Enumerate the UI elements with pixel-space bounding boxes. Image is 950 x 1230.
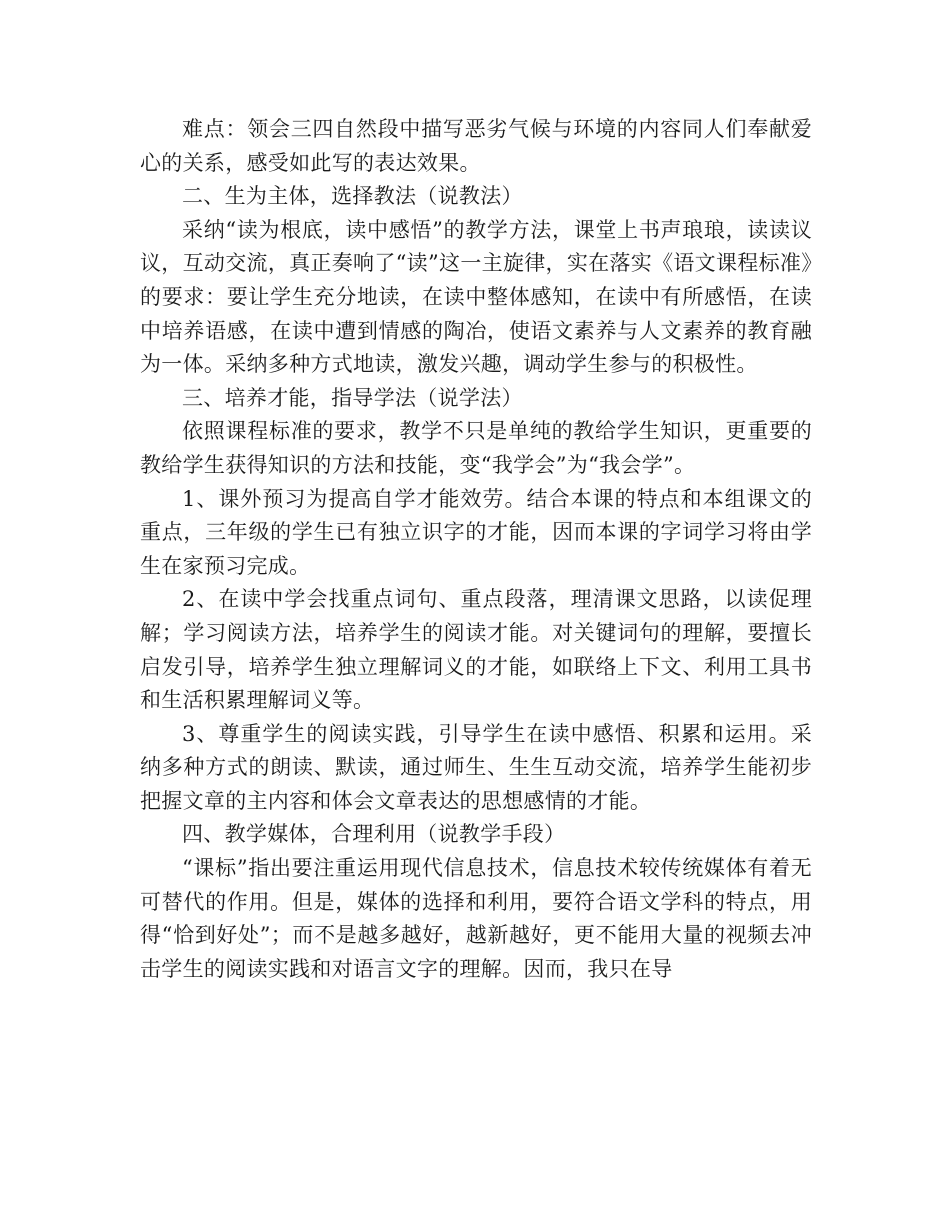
paragraph-learning-method-1: 1、课外预习为提高自学才能效劳。结合本课的特点和本组课文的重点，三年级的学生已有独立识字的才能，因而本课的字词学习将由学生在家预习完成。 — [140, 486, 812, 578]
heading-learning-method: 三、培养才能，指导学法（说学法） — [182, 385, 523, 410]
paragraph-learning-method-2: 2、在读中学会找重点词句、重点段落，理清课文思路，以读促理解；学习阅读方法，培养学生的阅读才能。对关键词句的理解，要擅长启发引导，培养学生独立理解词义的才能，如联络上下文、利用工具书和生活积累理解词义等。 — [140, 587, 812, 713]
paragraph-learning-method-3: 3、尊重学生的阅读实践，引导学生在读中感悟、积累和运用。采纳多种方式的朗读、默读，通过师生、生生互动交流，培养学生能初步把握文章的主内容和体会文章表达的思想感情的才能。 — [140, 721, 812, 813]
document-body — [140, 113, 812, 986]
paragraph-teaching-media: “课标”指出要注重运用现代信息技术，信息技术较传统媒体有着无可替代的作用。但是，媒体的选择和利用，要符合语文学科的特点，用得“恰到好处”；而不是越多越好，越新越好，更不能用大量的视频去冲击学生的阅读实践和对语言文字的理解。因而，我只在导 — [140, 856, 812, 981]
paragraph-difficulty: 难点：领会三四自然段中描写恶劣气候与环境的内容同人们奉献爱心的关系，感受如此写的表达效果。 — [140, 117, 812, 175]
paragraph-teaching-method: 采纳“读为根底，读中感悟”的教学方法，课堂上书声琅琅，读读议议，互动交流，真正奏响了“读”这一主旋律，实在落实《语文课程标准》的要求：要让学生充分地读，在读中整体感知，在读中有所感悟，在读中培养语感，在读中遭到情感的陶冶，使语文素养与人文素养的教育融为一体。采纳多种方式地读，激发兴趣，调动学生参与的积极性。 — [140, 217, 812, 377]
paragraph-learning-method-intro: 依照课程标准的要求，教学不只是单纯的教给学生知识，更重要的教给学生获得知识的方法和技能，变“我学会”为“我会学”。 — [140, 419, 812, 477]
heading-teaching-method: 二、生为主体，选择教法（说教法） — [182, 184, 523, 209]
heading-teaching-media: 四、教学媒体，合理利用（说教学手段） — [182, 822, 566, 847]
